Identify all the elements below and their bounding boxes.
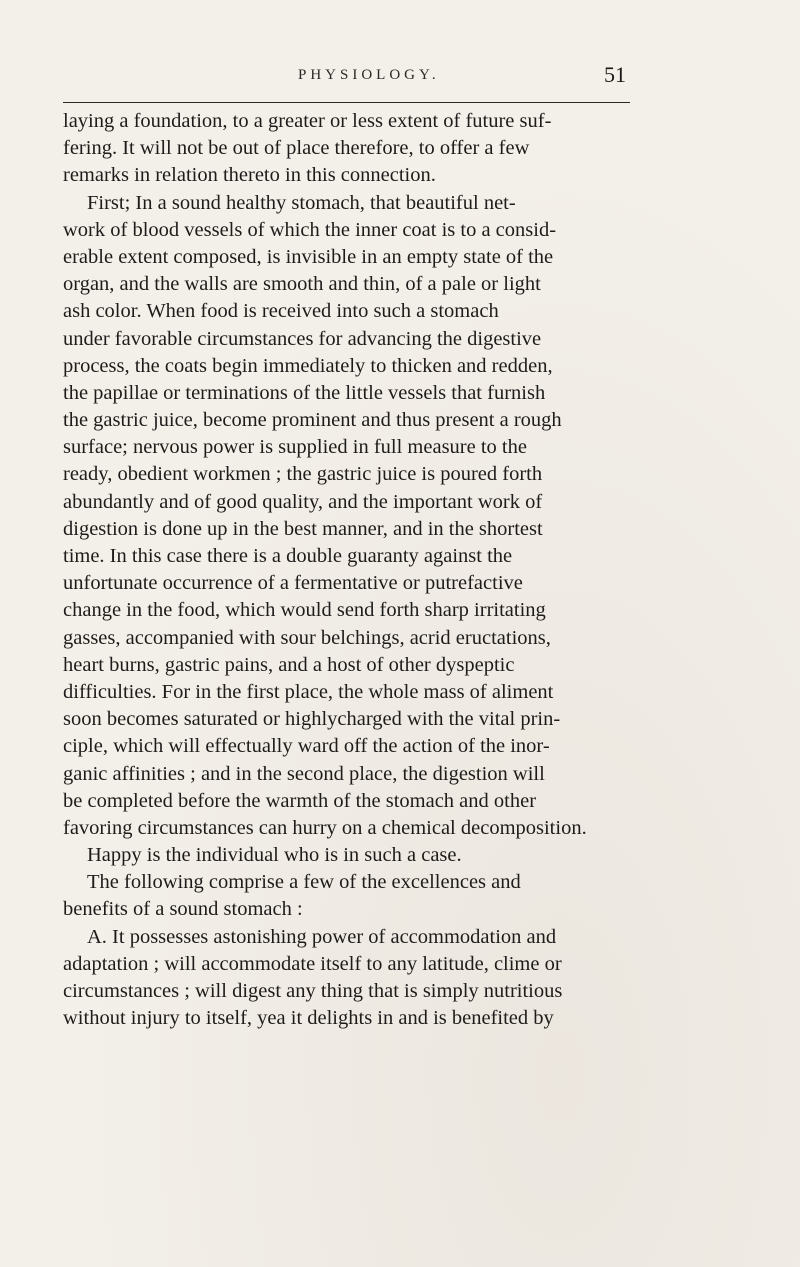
text-line: unfortunate occurrence of a fermentative or putrefactive [63, 572, 523, 595]
text-line: surface; nervous power is supplied in full measure to the [63, 436, 527, 459]
text-line: fering. It will not be out of place therefore, to offer a few [63, 137, 530, 160]
text-line: abundantly and of good quality, and the important work of [63, 490, 543, 513]
text-line: Happy is the individual who is in such a case. [87, 844, 462, 867]
text-line: work of blood vessels of which the inner coat is to a consid- [63, 218, 557, 241]
text-line: ganic affinities ; and in the second place, the digestion will [63, 762, 545, 785]
text-line: under favorable circumstances for advancing the digestive [63, 327, 542, 350]
text-line: First; In a sound healthy stomach, that beautiful net- [87, 191, 516, 214]
text-line: without injury to itself, yea it delights in and is benefited by [63, 1007, 554, 1030]
text-line: erable extent composed, is invisible in an empty state of the [63, 245, 554, 268]
text-line: A. It possesses astonishing power of accommodation and [87, 925, 557, 948]
text-line: soon becomes saturated or highlycharged with the vital prin- [63, 708, 561, 731]
text-line: adaptation ; will accommodate itself to any latitude, clime or [63, 952, 562, 975]
page-number: 51 [604, 62, 626, 87]
text-line: benefits of a sound stomach : [63, 898, 303, 921]
text-line: the gastric juice, become prominent and thus present a rough [63, 409, 562, 432]
text-line: laying a foundation, to a greater or less extent of future suf- [63, 110, 552, 132]
text-line: organ, and the walls are smooth and thin, of a pale or light [63, 273, 541, 296]
text-line: remarks in relation thereto in this connection. [63, 164, 436, 187]
text-line: time. In this case there is a double guaranty against the [63, 545, 513, 567]
text-line: gasses, accompanied with sour belchings, acrid eructations, [63, 626, 551, 649]
text-line: be completed before the warmth of the stomach and other [63, 789, 537, 812]
text-line: favoring circumstances can hurry on a chemical decomposition. [63, 816, 587, 839]
text-line: digestion is done up in the best manner, and in the shortest [63, 517, 543, 540]
text-line: circumstances ; will digest any thing that is simply nutritious [63, 980, 563, 1002]
running-title: PHYSIOLOGY. [298, 67, 440, 83]
body-text [63, 108, 643, 1032]
text-line: change in the food, which would send forth sharp irritating [63, 599, 546, 622]
text-line: ciple, which will effectually ward off the action of the inor- [63, 735, 550, 758]
text-line: the papillae or terminations of the little vessels that furnish [63, 381, 546, 404]
text-line: ash color. When food is received into such a stomach [63, 300, 499, 323]
text-line: process, the coats begin immediately to thicken and redden, [63, 354, 553, 377]
text-line: The following comprise a few of the excellences and [87, 871, 521, 894]
text-line: difficulties. For in the first place, the whole mass of aliment [63, 680, 554, 703]
page-header [63, 62, 630, 103]
text-line: ready, obedient workmen ; the gastric juice is poured forth [63, 463, 543, 486]
text-line: heart burns, gastric pains, and a host of other dyspeptic [63, 653, 515, 676]
